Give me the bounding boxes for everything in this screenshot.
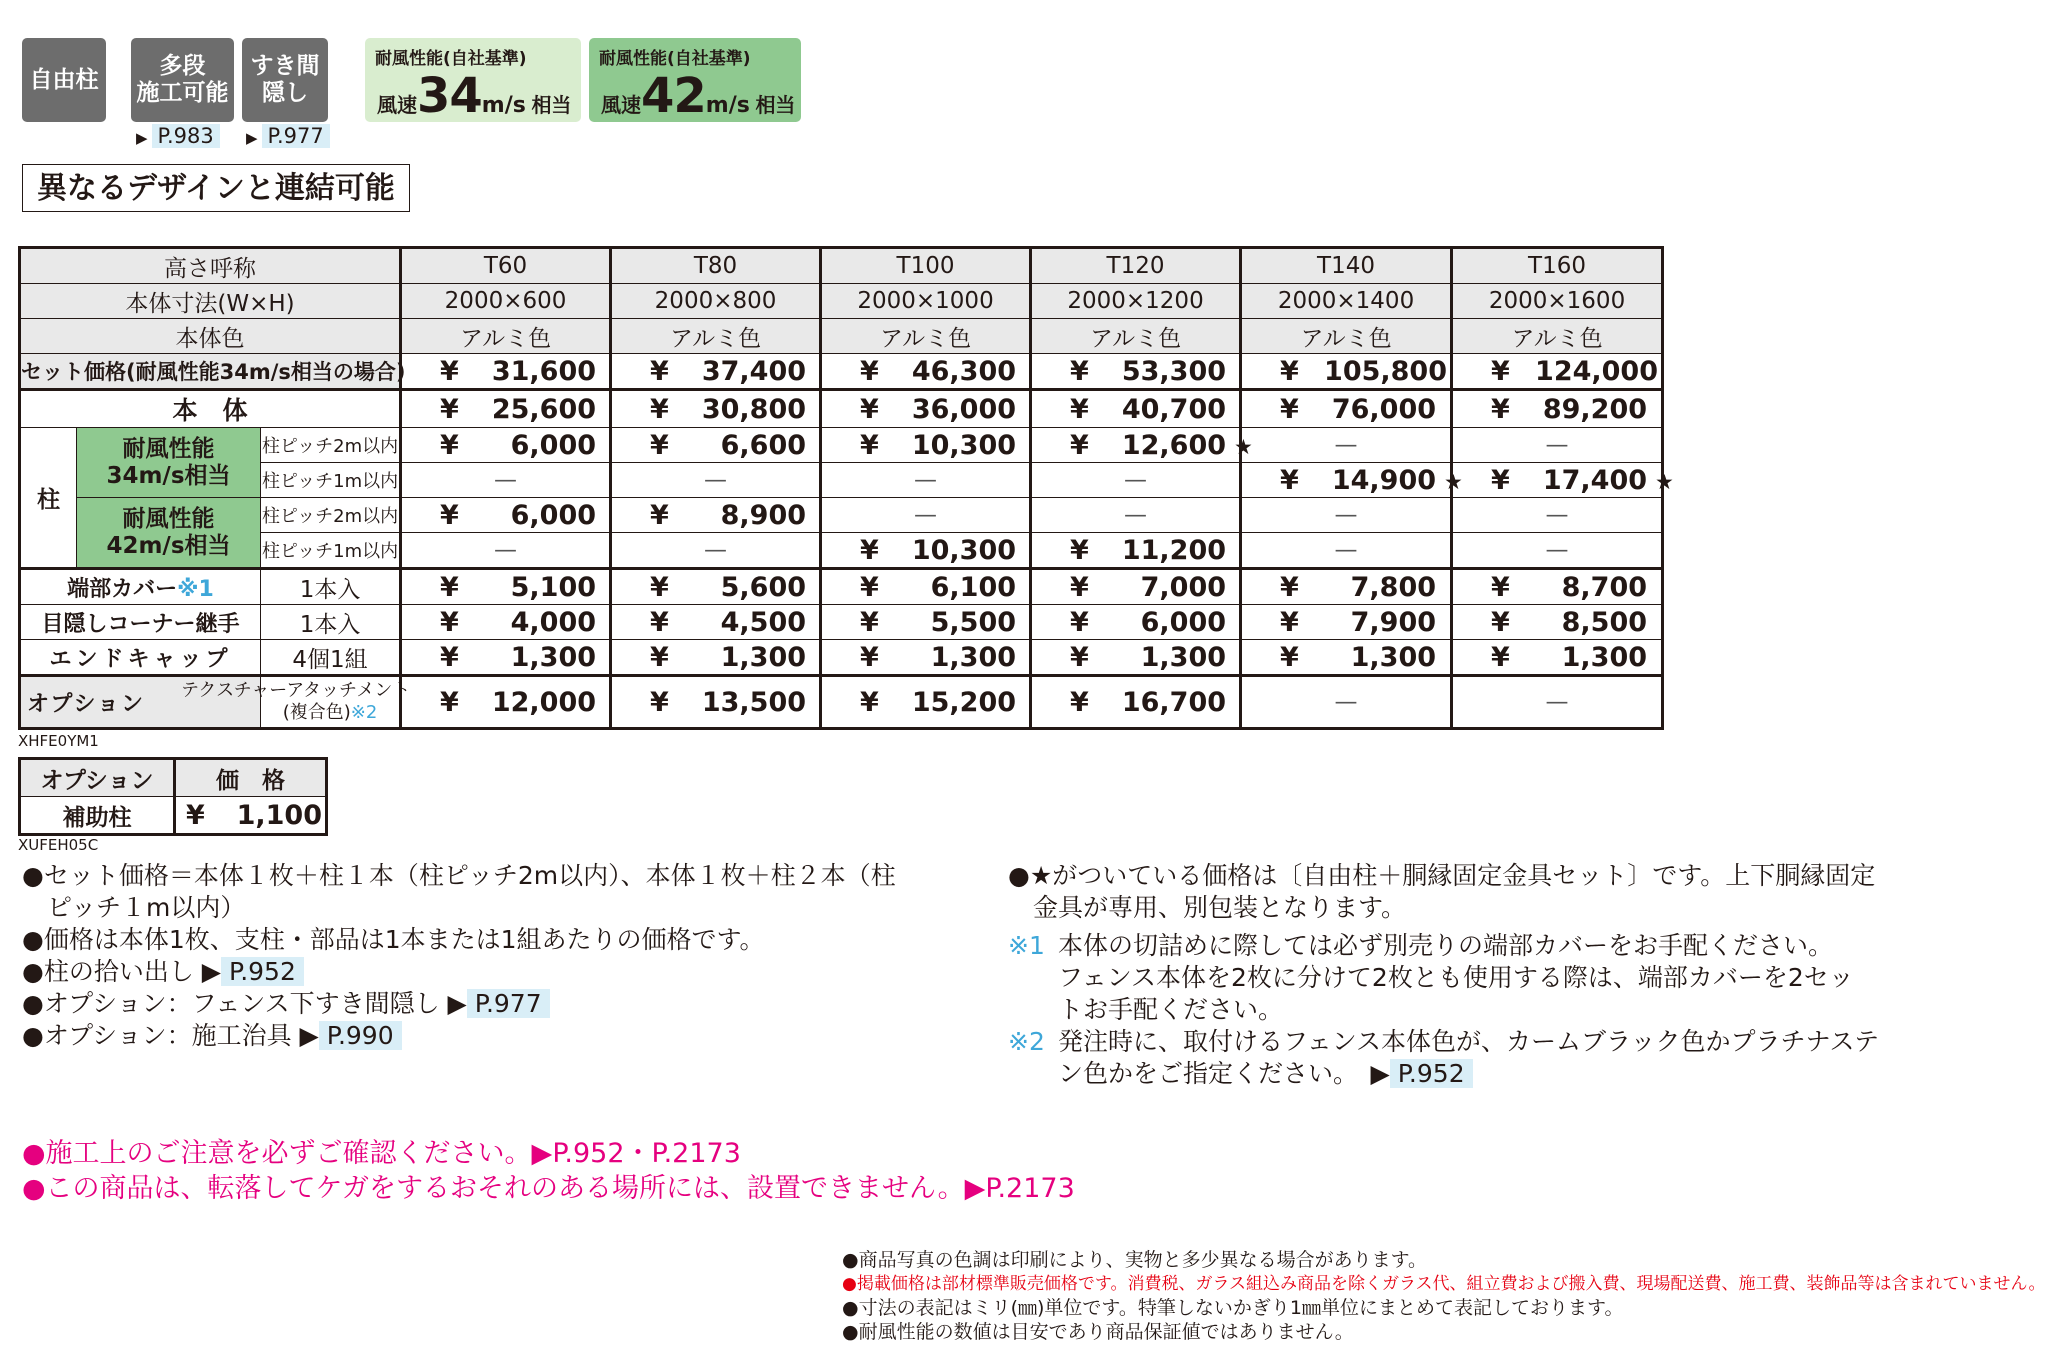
price-cell: ¥ 40,700 bbox=[1031, 390, 1241, 428]
opt-item: 補助柱 bbox=[20, 797, 175, 835]
price-cell: ¥ 12,000 bbox=[401, 676, 611, 729]
badge-free-post: 自由柱 bbox=[22, 38, 106, 122]
price-cell: ¥ 1,300 bbox=[611, 640, 821, 676]
wind-badge-label: 耐風性能(自社基準) bbox=[375, 49, 527, 69]
col-size: 2000×600 bbox=[401, 284, 611, 319]
price-cell: ¥ 37,400 bbox=[611, 354, 821, 390]
unit-label: 4個1組 bbox=[261, 640, 401, 676]
row-end-cover bbox=[20, 569, 1663, 605]
row-label: 本 体 bbox=[20, 390, 401, 428]
row-color bbox=[20, 319, 1663, 354]
row-set-price bbox=[20, 354, 1663, 390]
footnote: ●掲載価格は部材標準販売価格です。消費税、ガラス組込み商品を除くガラス代、組立費および搬入費、現場配送費、施工費、装飾品等は含まれていません。 bbox=[842, 1274, 2045, 1294]
row-label: エンドキャップ bbox=[20, 640, 261, 676]
price-empty: — bbox=[1452, 533, 1663, 569]
price-cell: ¥ 8,900 bbox=[611, 498, 821, 533]
star-mark: ★ bbox=[1234, 434, 1253, 459]
price-cell: ¥ 53,300 bbox=[1031, 354, 1241, 390]
col-name: T120 bbox=[1031, 248, 1241, 284]
page-ref-link[interactable]: ▶ P.977 bbox=[246, 124, 330, 148]
row-body bbox=[20, 390, 1663, 428]
price-cell: ¥ 4,000 bbox=[401, 605, 611, 640]
opt-head: オプション bbox=[20, 759, 175, 797]
footnote: ●商品写真の色調は印刷により、実物と多少異なる場合があります。 bbox=[842, 1249, 1428, 1271]
row-w42-p1 bbox=[20, 533, 1663, 569]
price-empty: — bbox=[821, 498, 1031, 533]
wind42-label: 耐風性能 42m/s相当 bbox=[77, 498, 261, 569]
row-texture bbox=[20, 676, 1663, 729]
badge-gap-cover: すき間 隠し bbox=[242, 38, 328, 122]
col-size: 2000×1200 bbox=[1031, 284, 1241, 319]
post-label: 柱 bbox=[20, 428, 77, 569]
col-size: 2000×1600 bbox=[1452, 284, 1663, 319]
col-color: アルミ色 bbox=[1241, 319, 1452, 354]
pitch-label: 柱ピッチ1m以内 bbox=[261, 463, 401, 498]
wind-badge-label: 耐風性能(自社基準) bbox=[599, 49, 751, 69]
price-cell: ¥ 6,000 bbox=[401, 498, 611, 533]
price-cell: ¥ 31,600 bbox=[401, 354, 611, 390]
price-empty: — bbox=[1031, 463, 1241, 498]
price-empty: — bbox=[611, 463, 821, 498]
price-empty: — bbox=[821, 463, 1031, 498]
row-w34-p2 bbox=[20, 428, 1663, 463]
price-cell: ¥ 15,200 bbox=[821, 676, 1031, 729]
footnote: ●耐風性能の数値は目安であり商品保証値ではありません。 bbox=[842, 1321, 1354, 1343]
price-cell: ¥ 6,600 bbox=[611, 428, 821, 463]
wind34-label: 耐風性能 34m/s相当 bbox=[77, 428, 261, 498]
price-cell: ¥ 7,900 bbox=[1241, 605, 1452, 640]
price-cell: ¥ 4,500 bbox=[611, 605, 821, 640]
option-table bbox=[18, 757, 328, 836]
price-empty: — bbox=[611, 533, 821, 569]
price-empty: — bbox=[401, 463, 611, 498]
price-cell: ¥ 1,300 bbox=[1241, 640, 1452, 676]
price-cell: ¥ 5,600 bbox=[611, 569, 821, 605]
notes-left bbox=[22, 860, 982, 1052]
price-cell: ¥ 6,000 bbox=[1031, 605, 1241, 640]
price-empty: — bbox=[1452, 498, 1663, 533]
page-ref-link[interactable]: P.990 bbox=[319, 1021, 402, 1050]
star-mark: ★ bbox=[1655, 469, 1674, 494]
note-line: 金具が専用、別包装となります。 bbox=[1008, 893, 1407, 922]
price-cell: ¥ 76,000 bbox=[1241, 390, 1452, 428]
badge-multi-stage: 多段 施工可能 bbox=[131, 38, 234, 122]
row-label: 目隠しコーナー継手 bbox=[20, 605, 261, 640]
col-color: アルミ色 bbox=[401, 319, 611, 354]
unit-label: 1本入 bbox=[261, 569, 401, 605]
page-ref-link[interactable]: P.977 bbox=[467, 989, 550, 1018]
note-1: ※1 本体の切詰めに際しては必ず別売りの端部カバーをお手配ください。 フェンス本体を2枚に分けて2枚とも使用する際は、端部カバーを2セッ トお手配ください。 bbox=[1008, 931, 1854, 1024]
col-name: T80 bbox=[611, 248, 821, 284]
wind-badge-value: 風速34m/s 相当 bbox=[377, 68, 572, 124]
price-cell: ¥ 6,000 bbox=[401, 428, 611, 463]
wind-badge-42 bbox=[589, 38, 801, 122]
price-empty: — bbox=[401, 533, 611, 569]
option-cell: オプション bbox=[20, 676, 261, 729]
row-label: 端部カバー※1 bbox=[20, 569, 261, 605]
col-color: アルミ色 bbox=[1031, 319, 1241, 354]
row-label: セット価格(耐風性能34m/s相当の場合) bbox=[20, 354, 401, 390]
header-label: 本体寸法(W×H) bbox=[20, 284, 401, 319]
price-empty: — bbox=[1241, 428, 1452, 463]
price-cell: ¥ 14,900 ★ bbox=[1241, 463, 1452, 498]
price-cell: ¥ 11,200 bbox=[1031, 533, 1241, 569]
warning-line: ●この商品は、転落してケガをするおそれのある場所には、設置できません。▶P.2173 bbox=[22, 1173, 1075, 1204]
price-cell: ¥ 7,000 bbox=[1031, 569, 1241, 605]
price-cell: ¥ 13,500 bbox=[611, 676, 821, 729]
pitch-label: 柱ピッチ2m以内 bbox=[261, 428, 401, 463]
price-cell: ¥ 10,300 bbox=[821, 428, 1031, 463]
unit-label: 1本入 bbox=[261, 605, 401, 640]
table-code: XHFE0YM1 bbox=[18, 732, 99, 750]
row-corner bbox=[20, 605, 1663, 640]
price-cell: ¥ 25,600 bbox=[401, 390, 611, 428]
note-line: ●セット価格＝本体１枚＋柱１本（柱ピッチ2m以内）、本体１枚＋柱２本（柱 bbox=[22, 861, 896, 890]
col-color: アルミ色 bbox=[1452, 319, 1663, 354]
notes-right bbox=[1008, 860, 1958, 1090]
price-cell: ¥ 124,000 bbox=[1452, 354, 1663, 390]
price-cell: ¥ 1,300 bbox=[1452, 640, 1663, 676]
col-color: アルミ色 bbox=[821, 319, 1031, 354]
star-mark: ★ bbox=[1444, 469, 1463, 494]
price-cell: ¥ 8,500 bbox=[1452, 605, 1663, 640]
note-line: ピッチ１m以内） bbox=[22, 893, 246, 922]
row-w34-p1 bbox=[20, 463, 1663, 498]
pitch-label: 柱ピッチ2m以内 bbox=[261, 498, 401, 533]
price-empty: — bbox=[1241, 676, 1452, 729]
page-ref-link[interactable]: P.952 bbox=[1390, 1059, 1473, 1088]
price-cell: ¥ 89,200 bbox=[1452, 390, 1663, 428]
price-cell: ¥ 16,700 bbox=[1031, 676, 1241, 729]
col-name: T100 bbox=[821, 248, 1031, 284]
price-cell: ¥ 6,100 bbox=[821, 569, 1031, 605]
header-label: 高さ呼称 bbox=[20, 248, 401, 284]
col-name: T140 bbox=[1241, 248, 1452, 284]
col-size: 2000×800 bbox=[611, 284, 821, 319]
price-cell: ¥ 46,300 bbox=[821, 354, 1031, 390]
note-line: ●★がついている価格は〔自由柱＋胴縁固定金具セット〕です。上下胴縁固定 bbox=[1008, 861, 1876, 890]
price-cell: ¥ 7,800 bbox=[1241, 569, 1452, 605]
price-cell: ¥ 1,300 bbox=[821, 640, 1031, 676]
price-empty: — bbox=[1241, 533, 1452, 569]
price-empty: — bbox=[1031, 498, 1241, 533]
header-label: 本体色 bbox=[20, 319, 401, 354]
col-size: 2000×1400 bbox=[1241, 284, 1452, 319]
pitch-label: 柱ピッチ1m以内 bbox=[261, 533, 401, 569]
page-ref-link[interactable]: ▶ P.983 bbox=[136, 124, 220, 148]
note-line: ●柱の拾い出し ▶ P.952 bbox=[22, 956, 982, 988]
section-title: 異なるデザインと連結可能 bbox=[22, 164, 410, 212]
wind-badge-value: 風速42m/s 相当 bbox=[601, 68, 796, 124]
price-cell: ¥ 5,100 bbox=[401, 569, 611, 605]
texture-label: テクスチャーアタッチメント (複合色)※2 bbox=[261, 676, 401, 729]
opt-price: ¥ 1,100 bbox=[175, 797, 327, 835]
note-line: ●オプション：施工治具 ▶ P.990 bbox=[22, 1020, 982, 1052]
note-line: ●価格は本体1枚、支柱・部品は1本または1組あたりの価格です。 bbox=[22, 925, 765, 954]
price-cell: ¥ 1,300 bbox=[401, 640, 611, 676]
wind-badge-34 bbox=[365, 38, 581, 122]
price-cell: ¥ 8,700 bbox=[1452, 569, 1663, 605]
price-empty: — bbox=[1241, 498, 1452, 533]
price-cell: ¥ 105,800 bbox=[1241, 354, 1452, 390]
warnings bbox=[22, 1136, 1075, 1206]
option-code: XUFEH05C bbox=[18, 836, 99, 854]
price-cell: ¥ 30,800 bbox=[611, 390, 821, 428]
price-cell: ¥ 10,300 bbox=[821, 533, 1031, 569]
footnote: ●寸法の表記はミリ(㎜)単位です。特筆しないかぎり1㎜単位にまとめて表記しております。 bbox=[842, 1297, 1624, 1319]
row-w42-p2 bbox=[20, 498, 1663, 533]
price-cell: ¥ 36,000 bbox=[821, 390, 1031, 428]
price-cell: ¥ 1,300 bbox=[1031, 640, 1241, 676]
price-cell: ¥ 5,500 bbox=[821, 605, 1031, 640]
opt-head: 価 格 bbox=[175, 759, 327, 797]
col-color: アルミ色 bbox=[611, 319, 821, 354]
page-ref-link[interactable]: P.952 bbox=[221, 957, 304, 986]
row-height-name bbox=[20, 248, 1663, 284]
price-table bbox=[18, 246, 1674, 730]
col-size: 2000×1000 bbox=[821, 284, 1031, 319]
price-cell: ¥ 12,600 ★ bbox=[1031, 428, 1241, 463]
note-line: ●オプション：フェンス下すき間隠し ▶ P.977 bbox=[22, 988, 982, 1020]
price-empty: — bbox=[1452, 676, 1663, 729]
note-2: ※2 発注時に、取付けるフェンス本体色が、カームブラック色かプラチナステ ン色かをご指定ください。 ▶ P.952 bbox=[1008, 1027, 1880, 1088]
price-cell: ¥ 17,400 ★ bbox=[1452, 463, 1663, 498]
col-name: T60 bbox=[401, 248, 611, 284]
price-empty: — bbox=[1452, 428, 1663, 463]
row-endcap bbox=[20, 640, 1663, 676]
warning-line: ●施工上のご注意を必ずご確認ください。▶P.952・P.2173 bbox=[22, 1138, 741, 1169]
col-name: T160 bbox=[1452, 248, 1663, 284]
row-size bbox=[20, 284, 1663, 319]
